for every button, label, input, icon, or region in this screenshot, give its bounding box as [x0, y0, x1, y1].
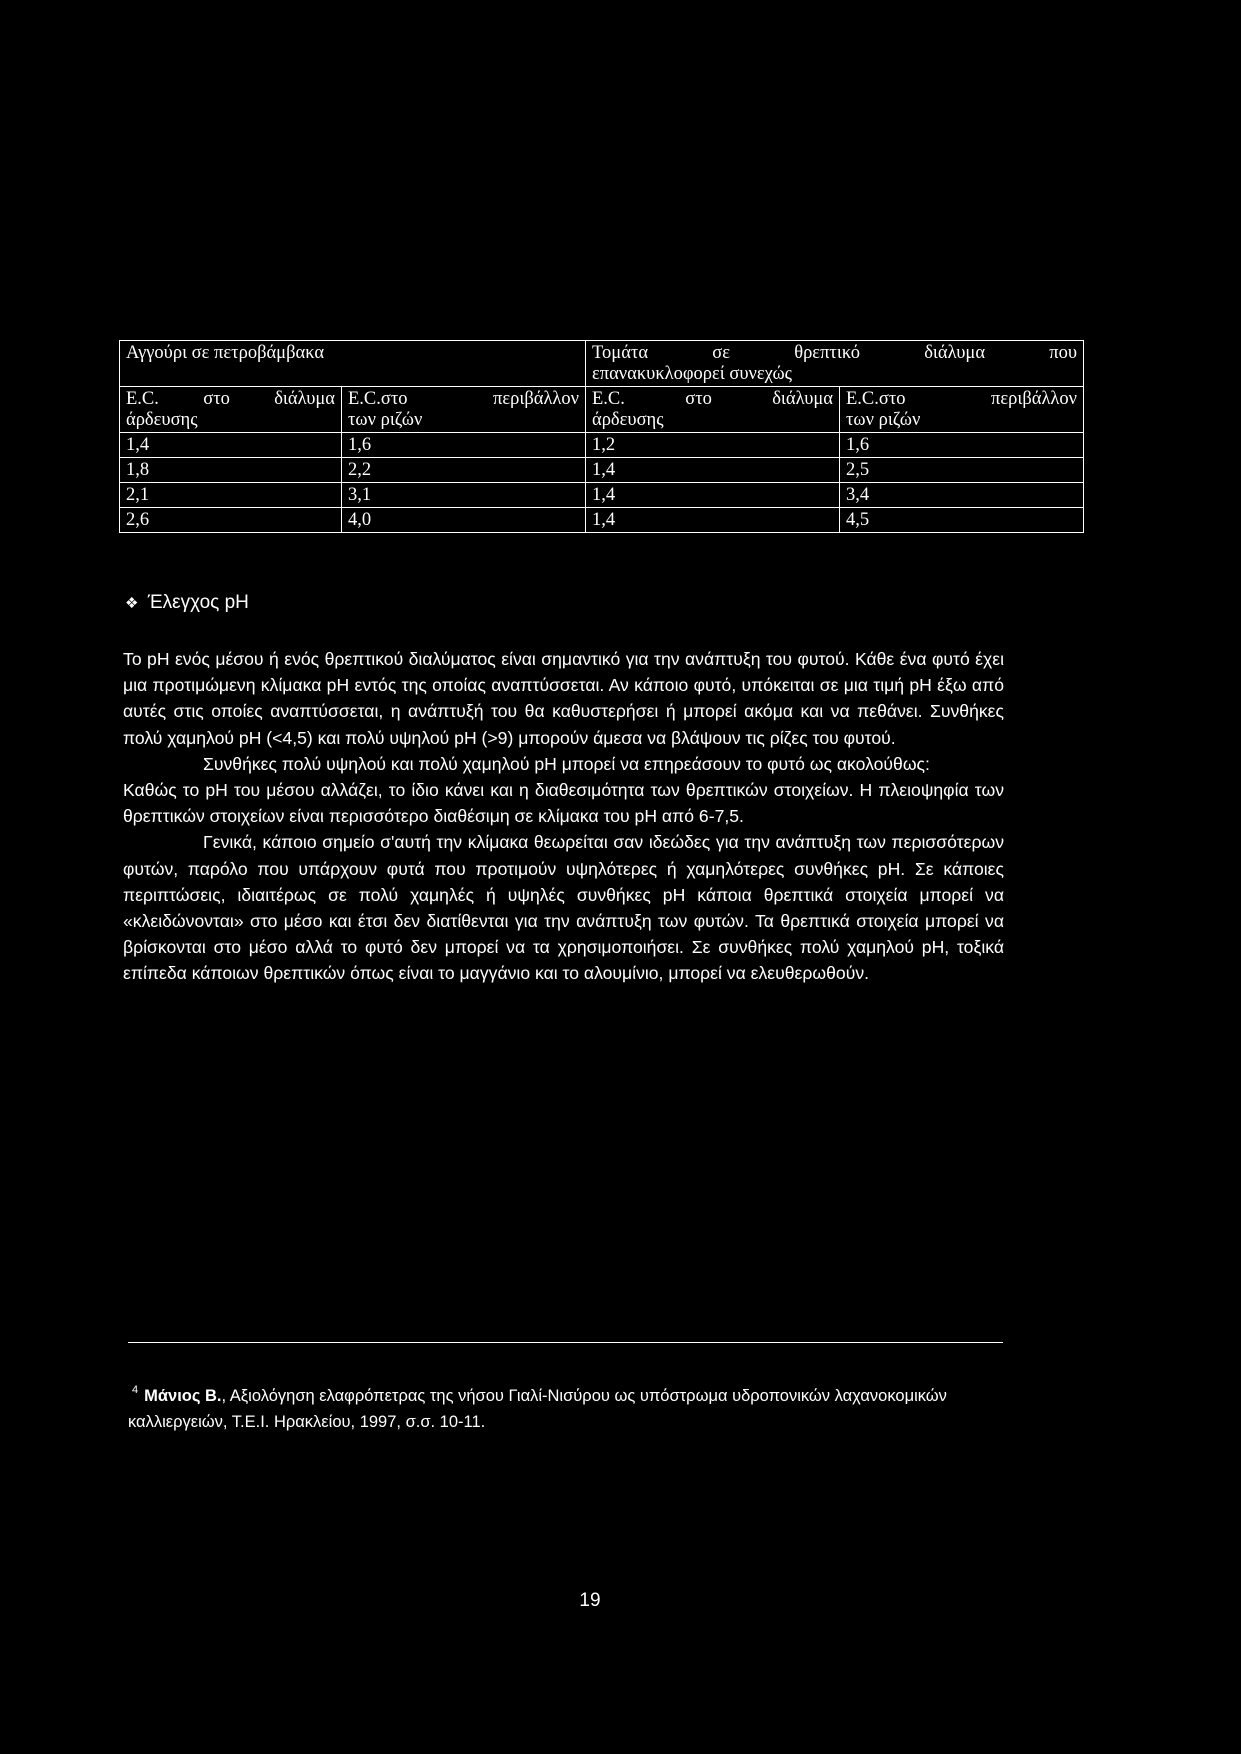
section-heading	[125, 592, 249, 614]
table-cell: 3,4	[840, 483, 1084, 508]
table-column-header: E.C.στο περιβάλλον των ριζών	[342, 387, 586, 433]
ec-table	[119, 340, 1084, 533]
table-cell: 3,1	[342, 483, 586, 508]
paragraph: Καθώς το pH του μέσου αλλάζει, το ίδιο κάνει και η διαθεσιμότητα των θρεπτικών στοιχείων. Η πλειοψηφία των θρεπτικών στοιχείων είναι περισσότερο διαθέσιμη σε κλίμακα του pH από 6-7,5.	[123, 780, 1004, 827]
table-cell: 1,4	[586, 483, 840, 508]
table-column-header: E.C.στο περιβάλλον των ριζών	[840, 387, 1084, 433]
table-column-header: E.C. στο διάλυμα άρδευσης	[120, 387, 342, 433]
diamond-bullet-icon: ❖	[125, 595, 139, 612]
table-cell: 2,1	[120, 483, 342, 508]
table-cell: 1,2	[586, 433, 840, 458]
page-number: 19	[579, 1590, 601, 1611]
table-row	[120, 508, 1084, 533]
table-column-header-row	[120, 387, 1084, 433]
table-cell: 2,2	[342, 458, 586, 483]
table-cell: 1,8	[120, 458, 342, 483]
footnote-author: Μάνιος Β.	[144, 1387, 222, 1405]
table-cell: 1,6	[840, 433, 1084, 458]
table-cell: 1,6	[342, 433, 586, 458]
table-row	[120, 483, 1084, 508]
paragraph: Συνθήκες πολύ υψηλού και πολύ χαμηλού pH μπορεί να επηρεάσουν το φυτό ως ακολούθως:	[203, 753, 930, 774]
table-cell: 2,5	[840, 458, 1084, 483]
table-cell: 1,4	[586, 508, 840, 533]
table-cell: 1,4	[120, 433, 342, 458]
body-text	[123, 646, 1004, 987]
footnote-marker: 4	[132, 1384, 139, 1396]
table-cell: 1,4	[586, 458, 840, 483]
table-column-header: E.C. στο διάλυμα άρδευσης	[586, 387, 840, 433]
footnote	[128, 1377, 1008, 1435]
table-row	[120, 433, 1084, 458]
paragraph: Το pH ενός μέσου ή ενός θρεπτικού διαλύματος είναι σημαντικό για την ανάπτυξη του φυτού. Κάθε ένα φυτό έχει μια προτιμώμενη κλίμακα pH εντός της οποίας αναπτύσσεται. Αν κάποιο φυτό, υπόκειται σε μια τιμή pH έξω από αυτές στις οποίες αναπτύσσεται, η ανάπτυξή του θα καθυστερήσει ή μπορεί ακόμα και να πεθάνει. Συνθήκες πολύ χαμηλού pH (<4,5) και πολύ υψηλού pH (>9) μπορούν άμεσα να βλάψουν τις ρίζες του φυτού.	[123, 649, 1004, 748]
table-group-header-row	[120, 341, 1084, 387]
table-cell: 2,6	[120, 508, 342, 533]
footnote-divider	[128, 1342, 1003, 1343]
paragraph: Γενικά, κάποιο σημείο σ'αυτή την κλίμακα θεωρείται σαν ιδεώδες για την ανάπτυξη των περισσότερων φυτών, παρόλο που υπάρχουν φυτά που προτιμούν υψηλότερες ή χαμηλότερες συνθήκες pH. Σε κάποιες περιπτώσεις, ιδιαιτέρως σε πολύ χαμηλές ή υψηλές συνθήκες pH κάποια θρεπτικά στοιχεία μπορεί να «κλειδώνονται» στο μέσο και έτσι δεν διατίθενται για την ανάπτυξη των φυτών. Τα θρεπτικά στοιχεία μπορεί να βρίσκονται στο μέσο αλλά το φυτό δεν μπορεί να τα χρησιμοποιήσει. Σε συνθήκες πολύ χαμηλού pH, τοξικά επίπεδα κάποιων θρεπτικών όπως είναι το μαγγάνιο και το αλουμίνιο, μπορεί να ελευθερωθούν.	[123, 832, 1004, 984]
footnote-text: , Αξιολόγηση ελαφρόπετρας της νήσου Γιαλί-Νισύρου ως υπόστρωμα υδροπονικών λαχανοκομικών καλλιεργειών, Τ.Ε.Ι. Ηρακλείου, 1997, σ.σ. 10-11.	[128, 1387, 947, 1431]
table-row	[120, 458, 1084, 483]
table-cell: 4,0	[342, 508, 586, 533]
table-header-cucumber: Αγγούρι σε πετροβάμβακα	[120, 341, 586, 387]
section-title: Έλεγχος pH	[147, 592, 249, 613]
table-header-tomato: Τομάτα σε θρεπτικό διάλυμα που επανακυκλοφορεί συνεχώς	[586, 341, 1084, 387]
table-cell: 4,5	[840, 508, 1084, 533]
